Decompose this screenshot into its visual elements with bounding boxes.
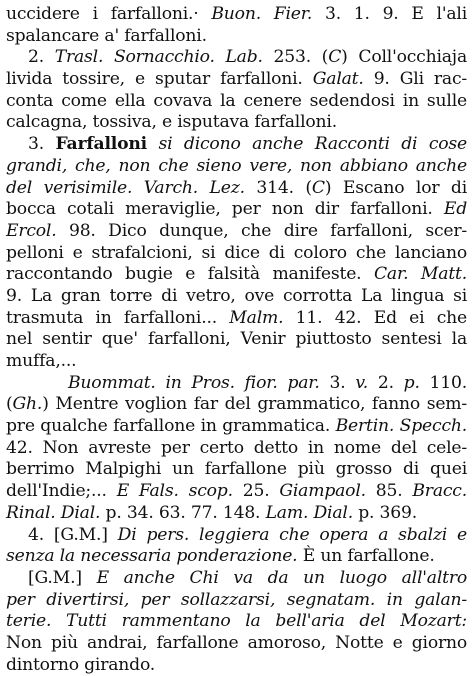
entry-text-block [6, 4, 467, 676]
italic-text: senza la necessaria ponderazione. [6, 546, 298, 567]
text-line [6, 134, 467, 156]
italic-text: Buommat. in Pros. fior. par. [68, 372, 320, 393]
text-segment: trasmuta in farfalloni... [6, 307, 230, 328]
text-segment: 2. [28, 47, 55, 68]
text-segment: p. 369. [352, 502, 418, 523]
italic-text: C [311, 177, 325, 198]
headword: Farfalloni [55, 134, 148, 155]
italic-text: Ercol. [6, 220, 57, 241]
text-line [6, 178, 467, 200]
text-line [6, 481, 467, 503]
text-segment: conta come ella covava la cenere sedendosi in sulle [6, 90, 467, 111]
italic-text: grandi, che, non che sieno vere, non abbiano anche [6, 155, 467, 176]
text-line [6, 568, 467, 590]
text-segment: 42. Non avreste per certo detto in nome del cele- [6, 437, 467, 458]
text-segment: 25. [232, 481, 280, 502]
text-segment: 3. 1. 9. E l'ali [312, 4, 467, 24]
text-line [6, 264, 467, 286]
text-segment: berrimo Malpighi un farfallone più grosso di quei [6, 459, 467, 480]
italic-text: Rinal. Dial. [6, 502, 101, 523]
text-segment: raccontando bugie e falsità manifeste. [6, 264, 374, 285]
text-segment: 85. [365, 481, 413, 502]
text-segment: 9. La gran torre di vetro, ove corrotta La lingua si [6, 285, 467, 306]
italic-text: v. [355, 372, 369, 393]
text-line [6, 633, 467, 655]
text-line [6, 69, 467, 91]
italic-text: Buon. Fier. [211, 4, 313, 24]
text-segment: ( [6, 394, 13, 415]
text-segment: nel sentir que' farfalloni, Venir piuttosto sentesi la [6, 329, 467, 350]
text-line [6, 4, 467, 26]
italic-text: Galat. [312, 69, 364, 90]
text-segment: 9. Gli rac- [363, 69, 467, 90]
text-line [6, 112, 467, 134]
italic-text: si dicono anche Racconti di cose [147, 134, 467, 155]
text-line [6, 416, 467, 438]
text-segment: muffa,... [6, 351, 77, 371]
text-segment: 11. 42. Ed ei che [283, 307, 467, 328]
text-segment: dintorno girando. [6, 654, 156, 675]
text-line [6, 525, 467, 547]
text-line [6, 329, 467, 351]
text-segment: 3. [319, 372, 356, 393]
text-line [6, 546, 467, 568]
text-segment: uccidere i farfalloni.· [6, 4, 212, 24]
italic-text: Gh. [12, 394, 43, 415]
text-segment: 98. Dico dunque, che dire farfalloni, scer- [56, 220, 467, 241]
text-segment: È un farfallone. [297, 546, 435, 567]
italic-text: Trasl. Sornacchio. Lab. [54, 47, 263, 68]
text-segment: 314. ( [244, 177, 312, 198]
text-line [6, 308, 467, 330]
text-segment: 4. [G.M.] [28, 524, 118, 545]
text-segment: ) Mentre voglion far del grammatico, fanno sem- [42, 394, 467, 415]
text-segment: pelloni e strafalcioni, si dice di coloro che lanciano [6, 242, 467, 263]
text-segment: livida tossire, e sputar farfalloni. [6, 69, 313, 90]
italic-text: E Fals. scop. [116, 481, 233, 502]
text-line [6, 590, 467, 612]
italic-text: Bertin. Specch. [335, 416, 467, 437]
text-line [6, 438, 467, 460]
italic-text: E anche Chi va da un luogo all'altro [96, 567, 467, 588]
text-line [6, 91, 467, 113]
text-line [6, 221, 467, 243]
italic-text: Ed [443, 199, 467, 220]
text-segment: 3. [28, 134, 56, 155]
text-segment: 110. [419, 372, 468, 393]
text-line [6, 373, 467, 395]
text-line [6, 611, 467, 633]
text-line [6, 156, 467, 178]
text-line [6, 243, 467, 265]
text-segment: ) Escano lor di [324, 177, 467, 198]
text-segment: 253. ( [262, 47, 329, 68]
italic-text: del verisimile. Varch. Lez. [6, 177, 245, 198]
italic-text: Bracc. [412, 481, 467, 502]
italic-text: Di pers. leggiera che opera a sbalzi e [117, 524, 467, 545]
text-line [6, 286, 467, 308]
text-line [6, 503, 467, 525]
text-line [6, 199, 467, 221]
text-segment: p. 34. 63. 77. 148. [100, 502, 266, 523]
text-segment: [G.M.] [28, 567, 97, 588]
text-segment: ) Coll'occhiaja [341, 47, 467, 68]
text-segment: Non più andrai, farfallone amoroso, Notte e giorno [6, 632, 467, 653]
text-segment: dell'Indie;... [6, 481, 117, 502]
text-segment: calcagna, tossiva, e isputava farfalloni. [6, 112, 337, 133]
italic-text: C [328, 47, 342, 68]
italic-text: per divertirsi, per sollazzarsi, segnatam. in galan- [6, 589, 467, 610]
italic-text: Giampaol. [279, 481, 366, 502]
text-segment: pre qualche farfallone in grammatica. [6, 416, 336, 437]
text-line [6, 394, 467, 416]
text-line [6, 459, 467, 481]
text-line [6, 351, 467, 373]
text-segment: 2. [368, 372, 404, 393]
italic-text: Lam. Dial. [265, 502, 353, 523]
italic-text: Car. Matt. [373, 264, 467, 285]
italic-text: Malm. [229, 307, 284, 328]
text-line [6, 26, 467, 48]
text-segment: spalancare a' farfalloni. [6, 25, 207, 46]
italic-text: terie. Tutti rammentano la bell'aria del Mozart: [6, 611, 467, 632]
text-line [6, 47, 467, 69]
italic-text: p. [403, 372, 420, 393]
text-segment: bocca cotali meraviglie, per non dir farfalloni. [6, 199, 444, 220]
text-line [6, 655, 467, 676]
